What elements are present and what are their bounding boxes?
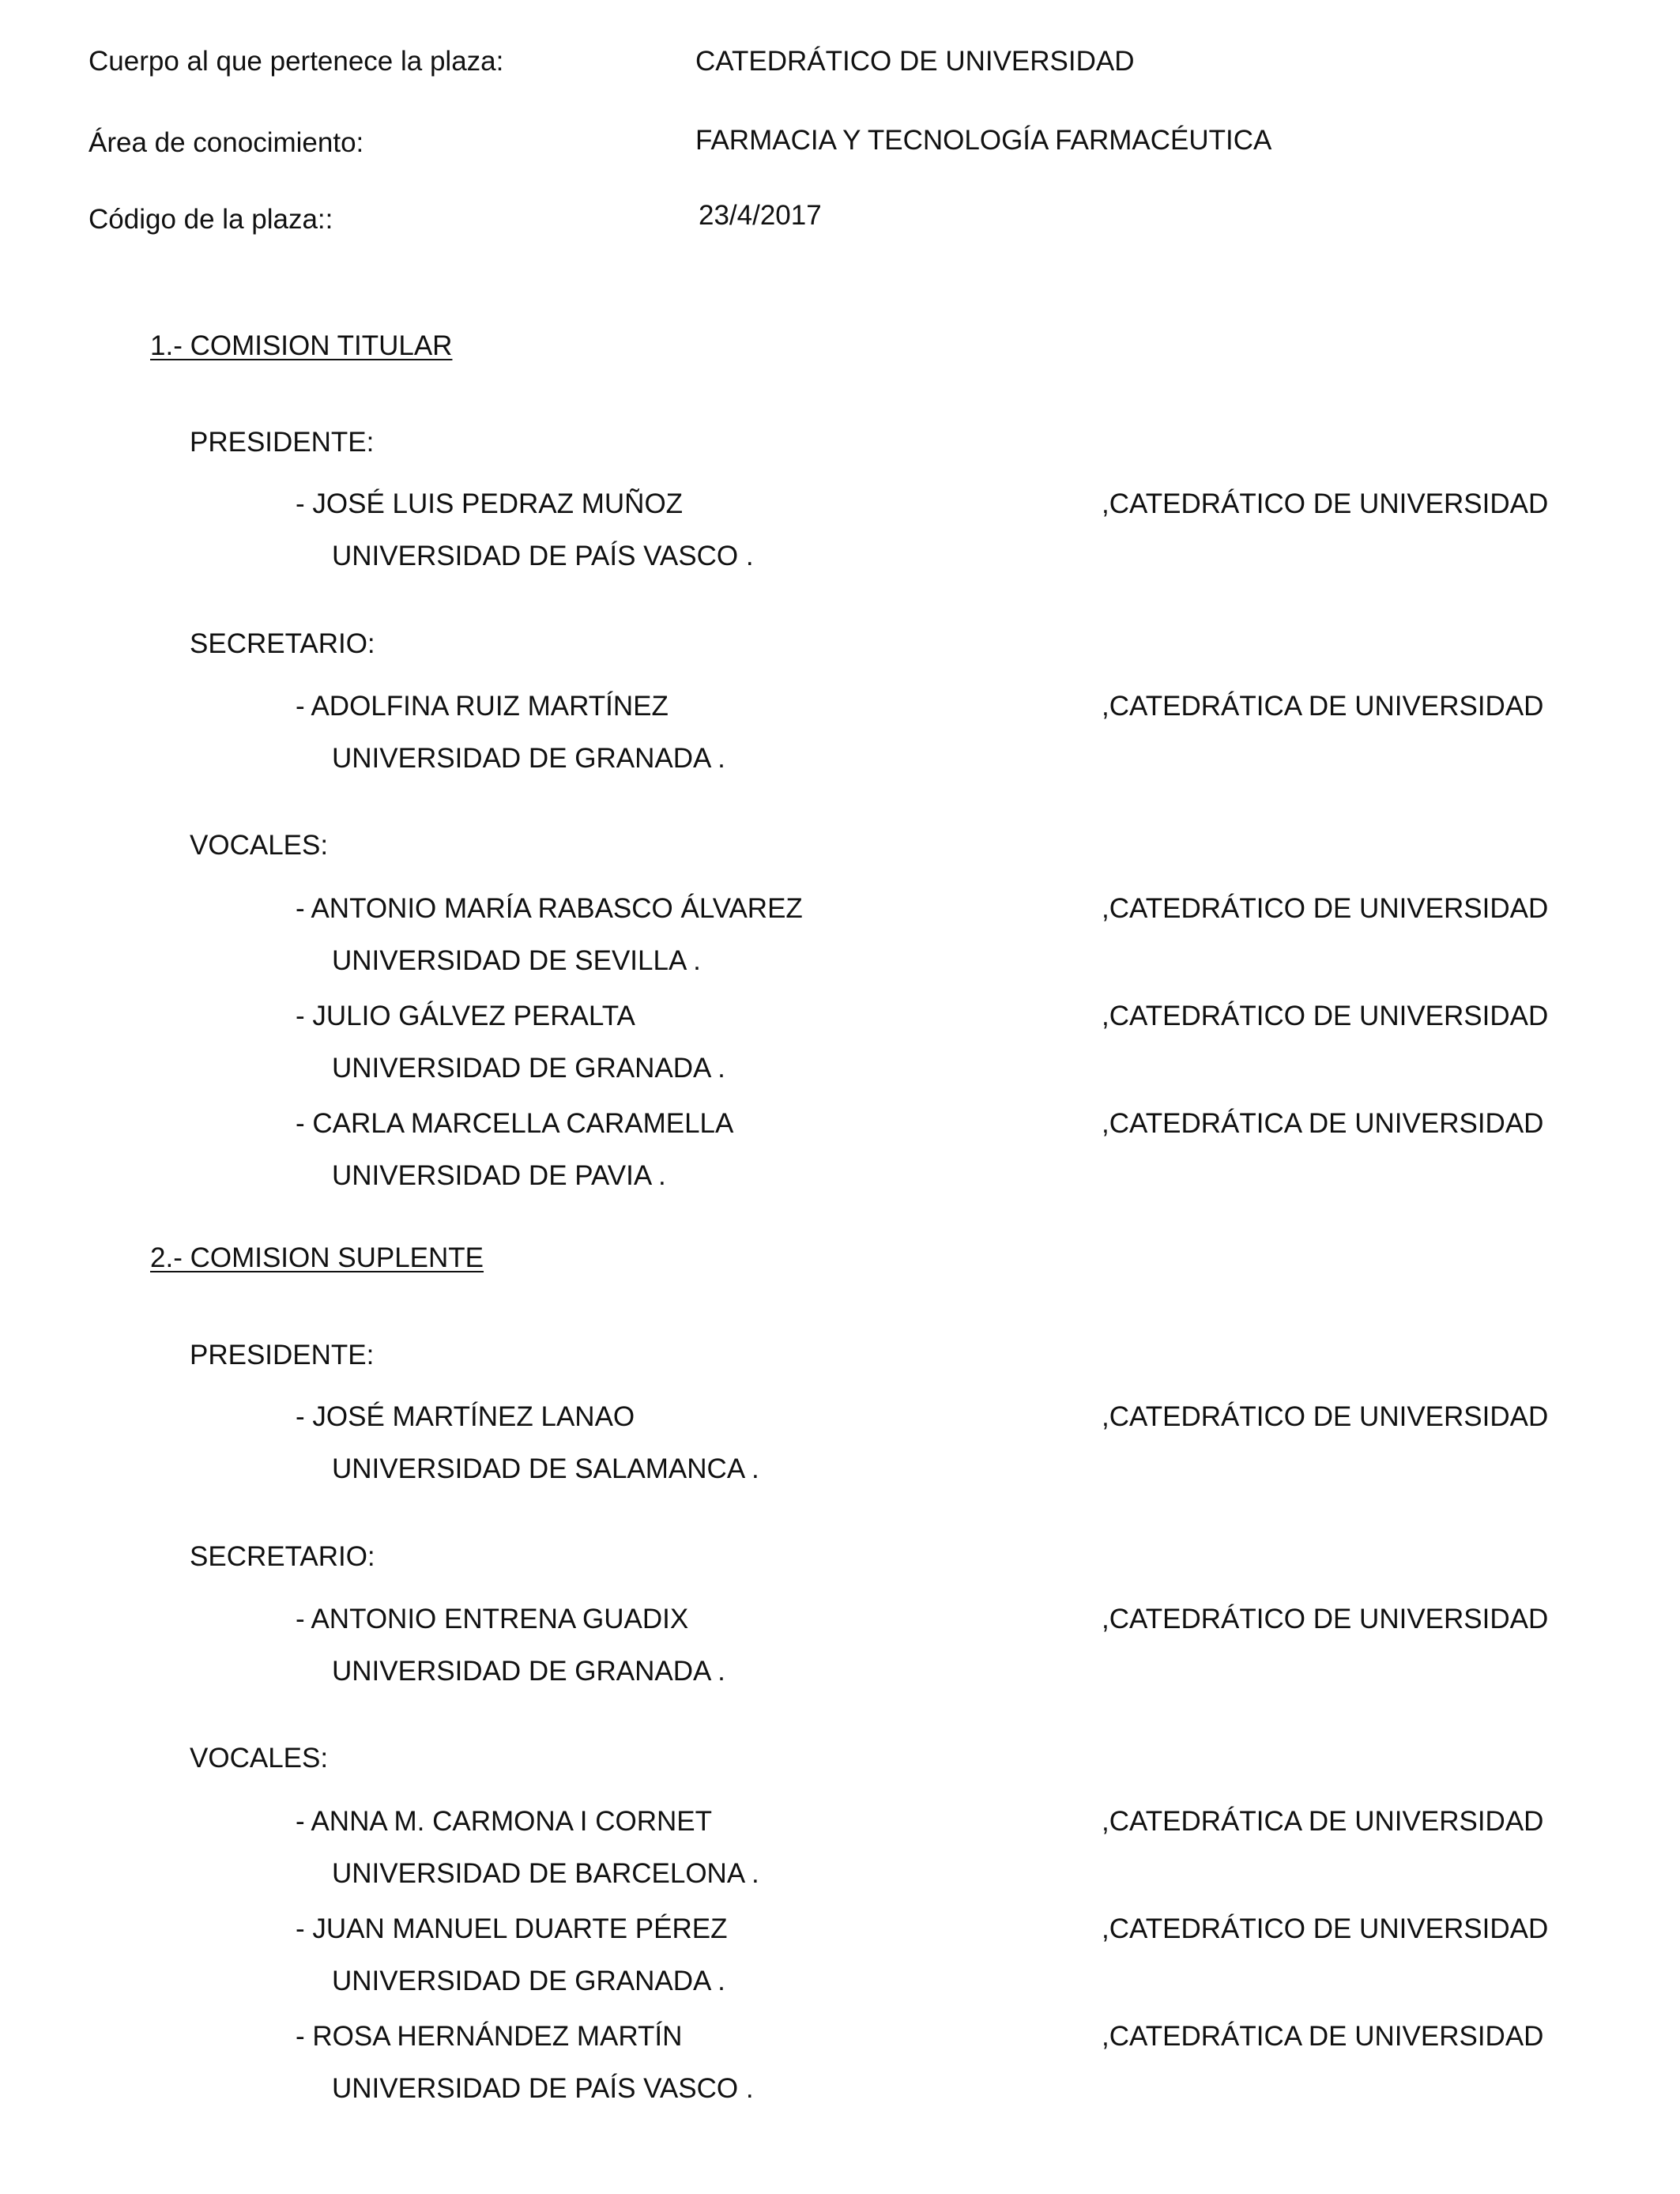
member-rank: ,CATEDRÁTICO DE UNIVERSIDAD [1102,893,1549,924]
member-name: - JOSÉ MARTÍNEZ LANAO [296,1401,635,1432]
member-rank: ,CATEDRÁTICA DE UNIVERSIDAD [1102,2021,1544,2052]
member-name: - ANTONIO MARÍA RABASCO ÁLVAREZ [296,893,803,924]
member-university: UNIVERSIDAD DE SALAMANCA . [332,1453,759,1484]
member-university: UNIVERSIDAD DE PAÍS VASCO . [332,2073,754,2104]
member-rank: ,CATEDRÁTICO DE UNIVERSIDAD [1102,1001,1549,1031]
member-university: UNIVERSIDAD DE GRANADA . [332,1656,725,1687]
cuerpo-value: CATEDRÁTICO DE UNIVERSIDAD [695,46,1135,77]
member-university: UNIVERSIDAD DE BARCELONA . [332,1858,759,1889]
suplente-vocales-label: VOCALES: [190,1743,329,1774]
member-name: - ANTONIO ENTRENA GUADIX [296,1604,689,1634]
suplente-presidente-label: PRESIDENTE: [190,1340,375,1370]
member-university: UNIVERSIDAD DE GRANADA . [332,1053,725,1084]
member-rank: ,CATEDRÁTICA DE UNIVERSIDAD [1102,1806,1544,1837]
member-name: - JUAN MANUEL DUARTE PÉREZ [296,1913,728,1944]
area-label: Área de conocimiento: [89,127,364,158]
area-value: FARMACIA Y TECNOLOGÍA FARMACÉUTICA [695,125,1272,156]
codigo-value: 23/4/2017 [699,200,822,231]
titular-vocales-label: VOCALES: [190,830,329,861]
member-university: UNIVERSIDAD DE SEVILLA . [332,945,701,976]
member-name: - JOSÉ LUIS PEDRAZ MUÑOZ [296,488,684,519]
member-name: - CARLA MARCELLA CARAMELLA [296,1108,734,1139]
member-rank: ,CATEDRÁTICO DE UNIVERSIDAD [1102,488,1549,519]
codigo-label: Código de la plaza:: [89,204,333,235]
member-rank: ,CATEDRÁTICA DE UNIVERSIDAD [1102,691,1544,722]
member-university: UNIVERSIDAD DE PAVIA . [332,1160,666,1191]
titular-heading: 1.- COMISION TITULAR [150,330,453,361]
member-university: UNIVERSIDAD DE PAÍS VASCO . [332,541,754,571]
suplente-heading: 2.- COMISION SUPLENTE [150,1242,484,1273]
member-name: - ADOLFINA RUIZ MARTÍNEZ [296,691,669,722]
member-university: UNIVERSIDAD DE GRANADA . [332,1966,725,1996]
member-university: UNIVERSIDAD DE GRANADA . [332,743,725,774]
member-rank: ,CATEDRÁTICO DE UNIVERSIDAD [1102,1604,1549,1634]
member-name: - JULIO GÁLVEZ PERALTA [296,1001,635,1031]
suplente-secretario-label: SECRETARIO: [190,1541,375,1572]
member-name: - ROSA HERNÁNDEZ MARTÍN [296,2021,683,2052]
titular-presidente-label: PRESIDENTE: [190,427,375,458]
member-rank: ,CATEDRÁTICO DE UNIVERSIDAD [1102,1913,1549,1944]
member-rank: ,CATEDRÁTICO DE UNIVERSIDAD [1102,1401,1549,1432]
titular-secretario-label: SECRETARIO: [190,628,375,659]
member-rank: ,CATEDRÁTICA DE UNIVERSIDAD [1102,1108,1544,1139]
cuerpo-label: Cuerpo al que pertenece la plaza: [89,46,504,77]
member-name: - ANNA M. CARMONA I CORNET [296,1806,712,1837]
